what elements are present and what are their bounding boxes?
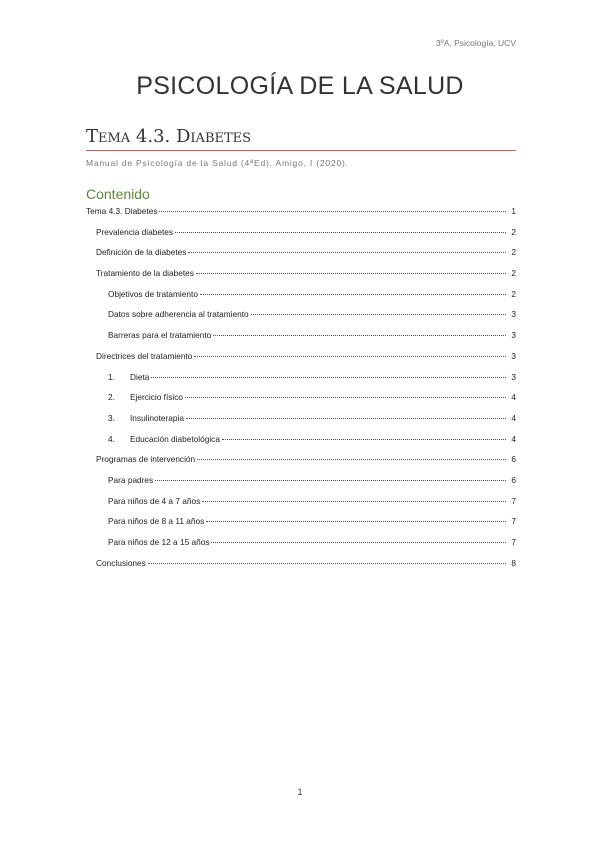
topic-title: Tema 4.3. Diabetes [86, 126, 252, 147]
toc-entry-number: 1. [108, 371, 115, 382]
toc-entry-label: Ejercicio físico [130, 392, 184, 403]
toc-dot-leader [202, 501, 506, 502]
toc-dot-leader [196, 273, 506, 274]
toc-entry-label: Directrices del tratamiento [96, 350, 193, 361]
header-note: 3ºA, Psicología, UCV [435, 38, 516, 48]
toc-dot-leader [222, 439, 506, 440]
topic-divider [86, 150, 516, 151]
toc-dot-leader [148, 563, 506, 564]
toc-entry-page: 2 [511, 226, 516, 237]
toc-entry-page: 4 [511, 433, 516, 444]
toc-entry-label: Datos sobre adherencia al tratamiento [108, 309, 249, 320]
toc-entry[interactable] [86, 558, 516, 579]
toc-entry-page: 2 [511, 288, 516, 299]
toc-dot-leader [206, 521, 506, 522]
toc-dot-leader [188, 252, 506, 253]
toc-entry-label: Definición de la diabetes [96, 247, 187, 258]
toc-dot-leader [194, 356, 506, 357]
toc-entry-page: 3 [511, 330, 516, 341]
toc-entry-page: 3 [511, 350, 516, 361]
toc-entry[interactable] [86, 372, 516, 393]
toc-entry-number: 3. [108, 412, 115, 423]
toc-entry-label: Para padres [108, 474, 154, 485]
toc-dot-leader [175, 232, 506, 233]
toc-dot-leader [151, 377, 506, 378]
toc-entry-page: 4 [511, 392, 516, 403]
toc-entry[interactable] [86, 434, 516, 455]
toc-entry-number: 4. [108, 433, 115, 444]
toc-entry-label: Objetivos de tratamiento [108, 288, 198, 299]
toc-entry-label: Prevalencia diabetes [96, 226, 174, 237]
toc-entry-label: Para niños de 12 a 15 años [108, 537, 210, 547]
toc-entry-label: Dieta [130, 371, 150, 382]
toc-entry[interactable] [86, 247, 516, 268]
toc-entry-page: 3 [511, 309, 516, 320]
toc-entry[interactable] [86, 516, 516, 537]
toc-entry-label: Para niños de 4 a 7 años [108, 495, 201, 506]
toc-entry-page: 6 [511, 474, 516, 485]
toc-dot-leader [211, 542, 506, 543]
toc-entry[interactable] [86, 206, 516, 227]
toc-entry[interactable] [86, 537, 516, 558]
toc-entry[interactable] [86, 227, 516, 248]
toc-entry-page: 6 [511, 454, 516, 465]
toc-entry-page: 2 [511, 268, 516, 279]
toc-dot-leader [186, 418, 506, 419]
table-of-contents [86, 206, 516, 578]
toc-entry-page: 2 [511, 247, 516, 258]
toc-entry[interactable] [86, 309, 516, 330]
toc-entry[interactable] [86, 289, 516, 310]
reference-citation: Manual de Psicología de la Salud (4ªEd). Amigo, I (2020). [86, 158, 349, 168]
toc-dot-leader [213, 335, 506, 336]
toc-entry-label: Educación diabetológica [130, 433, 220, 444]
toc-dot-leader [197, 459, 506, 460]
toc-entry[interactable] [86, 413, 516, 434]
page-number: 1 [297, 787, 303, 797]
toc-dot-leader [159, 211, 506, 212]
document-title: PSICOLOGÍA DE LA SALUD [136, 72, 464, 100]
toc-entry-label: Programas de intervención [96, 454, 196, 465]
toc-entry-page: 8 [511, 557, 516, 568]
toc-entry-page: 7 [511, 537, 516, 547]
toc-entry[interactable] [86, 268, 516, 289]
toc-entry-label: Conclusiones [96, 557, 146, 568]
toc-entry[interactable] [86, 392, 516, 413]
toc-dot-leader [200, 294, 506, 295]
toc-entry-label: Para niños de 8 a 11 años [108, 516, 205, 527]
toc-entry[interactable] [86, 330, 516, 351]
toc-entry-label: Barreras para el tratamiento [108, 330, 212, 341]
toc-entry-label: Tema 4.3. Diabetes [86, 206, 158, 216]
toc-dot-leader [251, 314, 506, 315]
toc-entry-page: 7 [511, 495, 516, 506]
toc-entry-page: 3 [511, 371, 516, 382]
toc-entry-page: 7 [511, 516, 516, 527]
toc-entry-label: Insulinoterapia [130, 412, 184, 423]
toc-entry[interactable] [86, 454, 516, 475]
toc-entry-label: Tratamiento de la diabetes [96, 268, 194, 279]
toc-entry[interactable] [86, 496, 516, 517]
toc-heading: Contenido [86, 186, 150, 202]
toc-dot-leader [185, 397, 506, 398]
toc-entry-page: 4 [511, 412, 516, 423]
toc-entry-page: 1 [511, 206, 516, 216]
toc-entry[interactable] [86, 475, 516, 496]
toc-dot-leader [155, 480, 506, 481]
toc-entry-number: 2. [108, 392, 115, 403]
toc-entry[interactable] [86, 351, 516, 372]
